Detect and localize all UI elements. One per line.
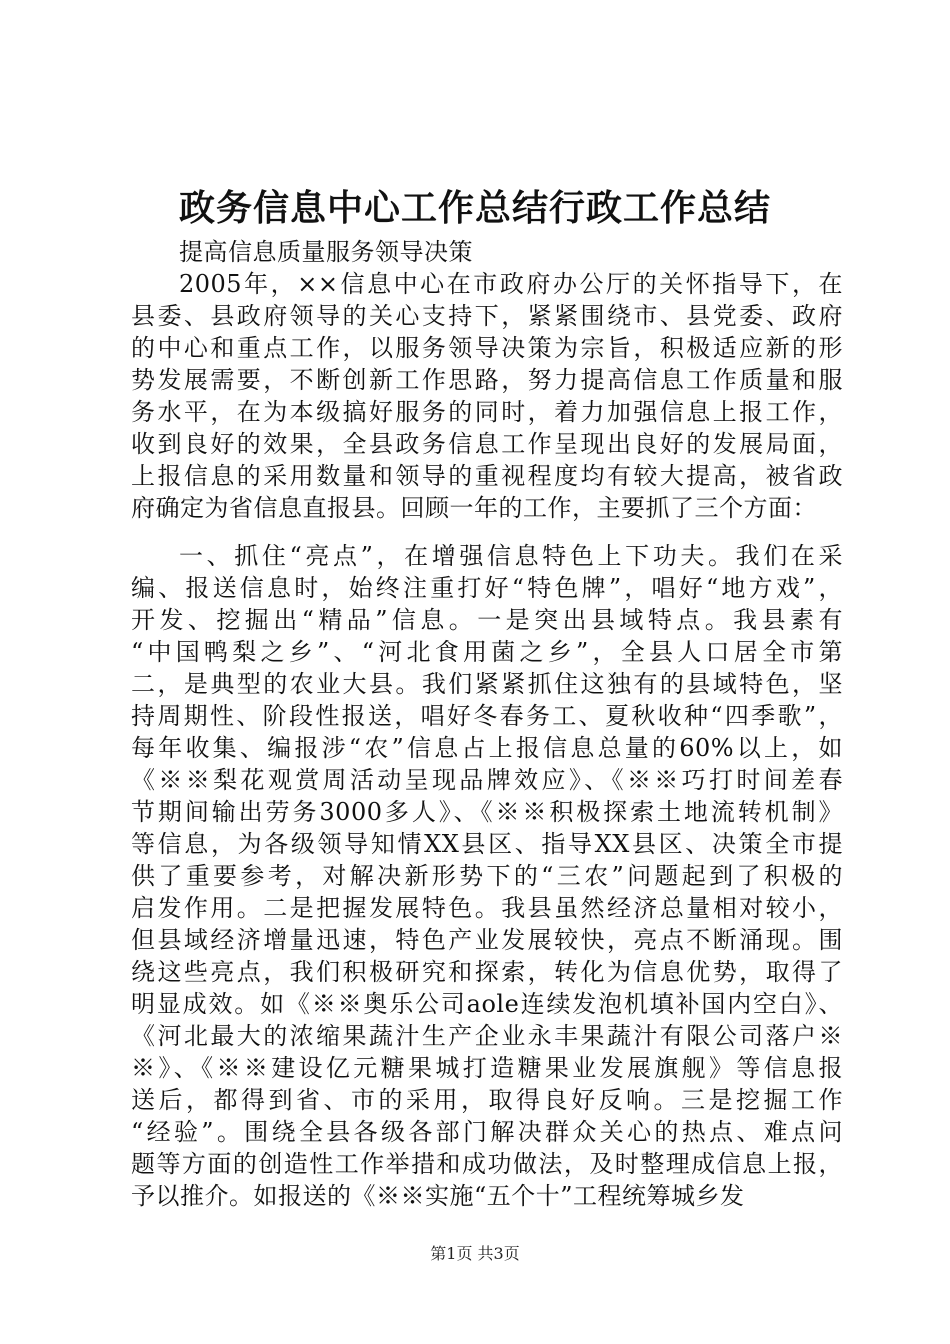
paragraph-line: 题等方面的创造性工作举措和成功做法，及时整理成信息上报， xyxy=(131,1150,843,1178)
paragraph-line: 《※※梨花观赏周活动呈现品牌效应》、《※※巧打时间差春 xyxy=(131,766,843,794)
paragraph-line: 县委、县政府领导的关心支持下，紧紧围绕市、县党委、政府 xyxy=(131,302,843,330)
subtitle-block xyxy=(131,236,843,268)
paragraph-line: 持周期性、阶段性报送，唱好冬春务工、夏秋收种“四季歌”， xyxy=(131,702,843,730)
paragraph-1 xyxy=(131,268,843,524)
paragraph-line: 绕这些亮点，我们积极研究和探索，转化为信息优势，取得了 xyxy=(131,958,843,986)
page-footer: 第1页 共3页 xyxy=(430,1244,520,1263)
paragraph-line: 编、报送信息时，始终注重打好“特色牌”，唱好“地方戏”， xyxy=(131,574,843,602)
paragraph-line: 务水平，在为本级搞好服务的同时，着力加强信息上报工作， xyxy=(131,398,843,426)
paragraph-line: 2005年，××信息中心在市政府办公厅的关怀指导下，在 xyxy=(179,270,843,298)
paragraph-line: 启发作用。二是把握发展特色。我县虽然经济总量相对较小， xyxy=(131,894,843,922)
paragraph-line: 《河北最大的浓缩果蔬汁生产企业永丰果蔬汁有限公司落户※ xyxy=(131,1022,843,1050)
paragraph-line: 二，是典型的农业大县。我们紧紧抓住这独有的县域特色，坚 xyxy=(131,670,843,698)
paragraph-line: 节期间输出劳务3000多人》、《※※积极探索土地流转机制》 xyxy=(131,798,843,826)
paragraph-line: 但县域经济增量迅速，特色产业发展较快，亮点不断涌现。围 xyxy=(131,926,843,954)
subtitle: 提高信息质量服务领导决策 xyxy=(179,238,473,266)
paragraph-line: 势发展需要，不断创新工作思路，努力提高信息工作质量和服 xyxy=(131,366,843,394)
paragraph-line: 一、抓住“亮点”，在增强信息特色上下功夫。我们在采 xyxy=(179,542,843,570)
paragraph-line: 府确定为省信息直报县。回顾一年的工作，主要抓了三个方面： xyxy=(131,494,817,522)
paragraph-line: 等信息，为各级领导知情XX县区、指导XX县区、决策全市提 xyxy=(131,830,843,858)
paragraph-line: 每年收集、编报涉“农”信息占上报信息总量的60%以上，如 xyxy=(131,734,843,762)
paragraph-line: 开发、挖掘出“精品”信息。一是突出县域特点。我县素有 xyxy=(131,606,843,634)
paragraph-line: “中国鸭梨之乡”、“河北食用菌之乡”，全县人口居全市第 xyxy=(131,638,843,666)
paragraph-line: 的中心和重点工作，以服务领导决策为宗旨，积极适应新的形 xyxy=(131,334,843,362)
paragraph-line: 送后，都得到省、市的采用，取得良好反响。三是挖掘工作 xyxy=(131,1086,843,1114)
paragraph-line: 收到良好的效果，全县政务信息工作呈现出良好的发展局面， xyxy=(131,430,843,458)
document-title: 政务信息中心工作总结行政工作总结 xyxy=(178,187,771,229)
paragraph-line: 供了重要参考，对解决新形势下的“三农”问题起到了积极的 xyxy=(131,862,843,890)
paragraph-line: 上报信息的采用数量和领导的重视程度均有较大提高，被省政 xyxy=(131,462,843,490)
paragraph-2 xyxy=(131,540,843,1212)
paragraph-line: 予以推介。如报送的《※※实施“五个十”工程统筹城乡发 xyxy=(131,1182,745,1210)
paragraph-line: ※》、《※※建设亿元糖果城打造糖果业发展旗舰》等信息报 xyxy=(131,1054,843,1082)
paragraph-line: “经验”。围绕全县各级各部门解决群众关心的热点、难点问 xyxy=(131,1118,843,1146)
paragraph-line: 明显成效。如《※※奥乐公司aole连续发泡机填补国内空白》、 xyxy=(131,990,843,1018)
